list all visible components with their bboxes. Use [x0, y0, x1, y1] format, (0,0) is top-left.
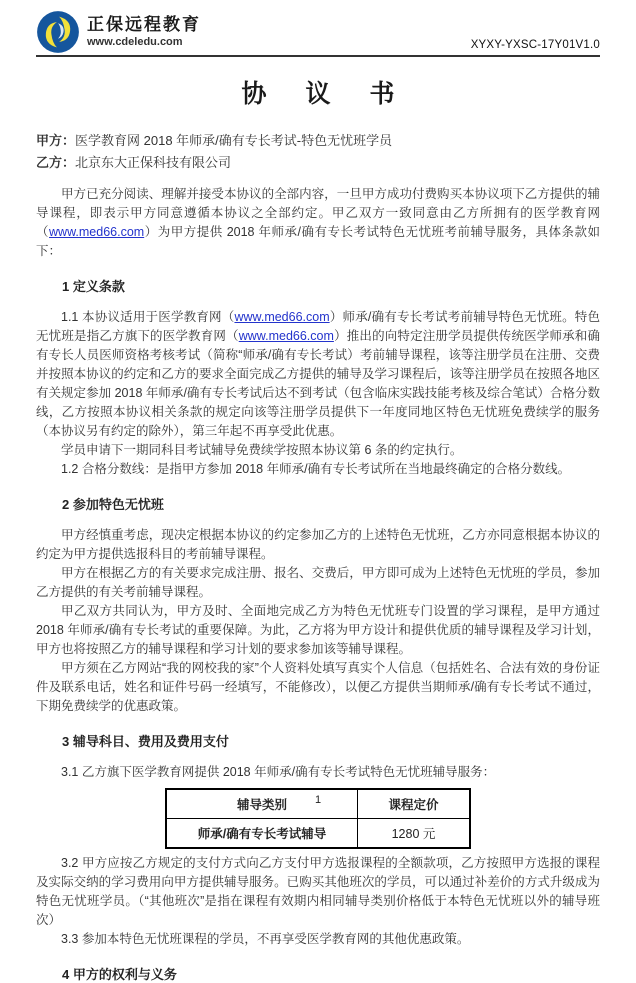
clause-2-p3: 甲乙双方共同认为，甲方及时、全面地完成乙方为特色无忧班专门设置的学习课程，是甲方通过 2018 年师承/确有专长考试的重要保障。为此，乙方将为甲方设计和提供优质的辅导课程及学习计划，甲方也将按照乙方的辅导课程和学习计划的要求参加该等辅导课程。: [36, 604, 600, 656]
header-divider: [36, 55, 600, 57]
brand-swirl-icon: [36, 10, 80, 54]
clause-3-1: 3.1 乙方旗下医学教育网提供 2018 年师承/确有专长考试特色无忧班辅导服务：: [61, 765, 496, 779]
party-a-line: [36, 130, 600, 152]
party-b-label: 乙方：: [36, 155, 76, 170]
clause-2-p2: 甲方在根据乙方的有关要求完成注册、报名、交费后，甲方即可成为上述特色无忧班的学员，参加乙方提供的有关考前辅导课程。: [36, 566, 600, 599]
section-4-heading: 4 甲方的权利与义务: [62, 967, 177, 982]
clause-1-1: 1.1 本协议适用于医学教育网（www.med66.com）师承/确有专长考试考前辅导特色无忧班。特色无忧班是指乙方旗下的医学教育网（www.med66.com）推出的向特定注册学员提供传统医学师承和确有专长人员医师资格考核考试（简称“师承/确有专长考试）考前辅导课程，该等注册学员在注册、交费并按照本协议的约定和乙方的要求全面完成乙方提供的辅导及学习课程后，该等注册学员在按照各地区有关规定参加 2018 年师承/确有专长考试后达不到考试（包含临床实践技能考核及综合笔试）合格分数线，乙方按照本协议相关条款的规定向该等注册学员提供下一年度同地区特色无忧班免费续学的服务（本协议另有约定的除外），第三年起不再享受此优惠。: [36, 310, 600, 438]
page-number: 1: [314, 794, 322, 806]
clause-2-p4: 甲方须在乙方网站“我的网校我的家”个人资料处填写真实个人信息（包括姓名、合法有效的身份证件及联系电话，姓名和证件号码一经填写，不能修改），以便乙方提供当期师承/确有专长考试不通过，下期免费续学的优惠政策。: [36, 661, 600, 713]
brand-text: [87, 15, 201, 49]
party-a-value: 医学教育网 2018 年师承/确有专长考试-特色无忧班学员: [75, 133, 393, 148]
brand-logo: [36, 10, 201, 54]
section-2-heading: 2 参加特色无忧班: [62, 497, 164, 512]
brand-url: www.cdeledu.com: [87, 36, 183, 48]
party-b-line: [36, 152, 600, 174]
document-title: 协 议 书: [241, 80, 411, 108]
party-a-label: 甲方：: [36, 133, 76, 148]
med66-link[interactable]: www.med66.com: [234, 310, 330, 324]
price-table-header-price: 课程定价: [358, 789, 470, 819]
price-table-cell-category: 师承/确有专长考试辅导: [166, 819, 358, 849]
clause-3-3: 3.3 参加本特色无忧班课程的学员，不再享受医学教育网的其他优惠政策。: [61, 932, 470, 946]
med66-link[interactable]: www.med66.com: [238, 329, 334, 343]
party-b-value: 北京东大正保科技有限公司: [75, 155, 232, 170]
price-table-cell-price: 1280 元: [358, 819, 470, 849]
clause-1-1-note: 学员申请下一期同科目考试辅导免费续学按照本协议第 6 条的约定执行。: [61, 443, 463, 457]
clause-1-2: 1.2 合格分数线：是指甲方参加 2018 年师承/确有专长考试所在当地最终确定的合格分数线。: [61, 462, 571, 476]
price-table-row: [166, 819, 470, 849]
brand-name: 正保远程教育: [87, 15, 201, 34]
section-1-heading: 1 定义条款: [62, 279, 125, 294]
intro-paragraph: 甲方已充分阅读、理解并接受本协议的全部内容，一旦甲方成功付费购买本协议项下乙方提供的辅导课程，即表示甲方同意遵循本协议之全部约定。甲乙双方一致同意由乙方所拥有的医学教育网（www.med66.com）为甲方提供 2018 年师承/确有专长考试特色无忧班考前辅导服务，具体条款如下：: [36, 187, 600, 258]
clause-2-p1: 甲方经慎重考虑，现决定根据本协议的约定参加乙方的上述特色无忧班，乙方亦同意根据本协议的约定为甲方提供选报科目的考前辅导课程。: [36, 528, 600, 561]
section-3-heading: 3 辅导科目、费用及费用支付: [62, 734, 229, 749]
clause-3-2: 3.2 甲方应按乙方规定的支付方式向乙方支付甲方选报课程的全额款项，乙方按照甲方选报的课程及实际交纳的学习费用向甲方提供辅导服务。已购买其他班次的学员，可以通过补差价的方式升级成为特色无忧班学员。（“其他班次”是指在课程有效期内相同辅导类别价格低于本特色无忧班以外的辅导班次）: [36, 856, 600, 927]
document-code: XYXY-YXSC-17Y01V1.0: [470, 39, 600, 51]
page-header: [36, 10, 600, 54]
med66-link[interactable]: www.med66.com: [49, 225, 145, 239]
price-table-header-category: 辅导类别: [166, 789, 358, 819]
